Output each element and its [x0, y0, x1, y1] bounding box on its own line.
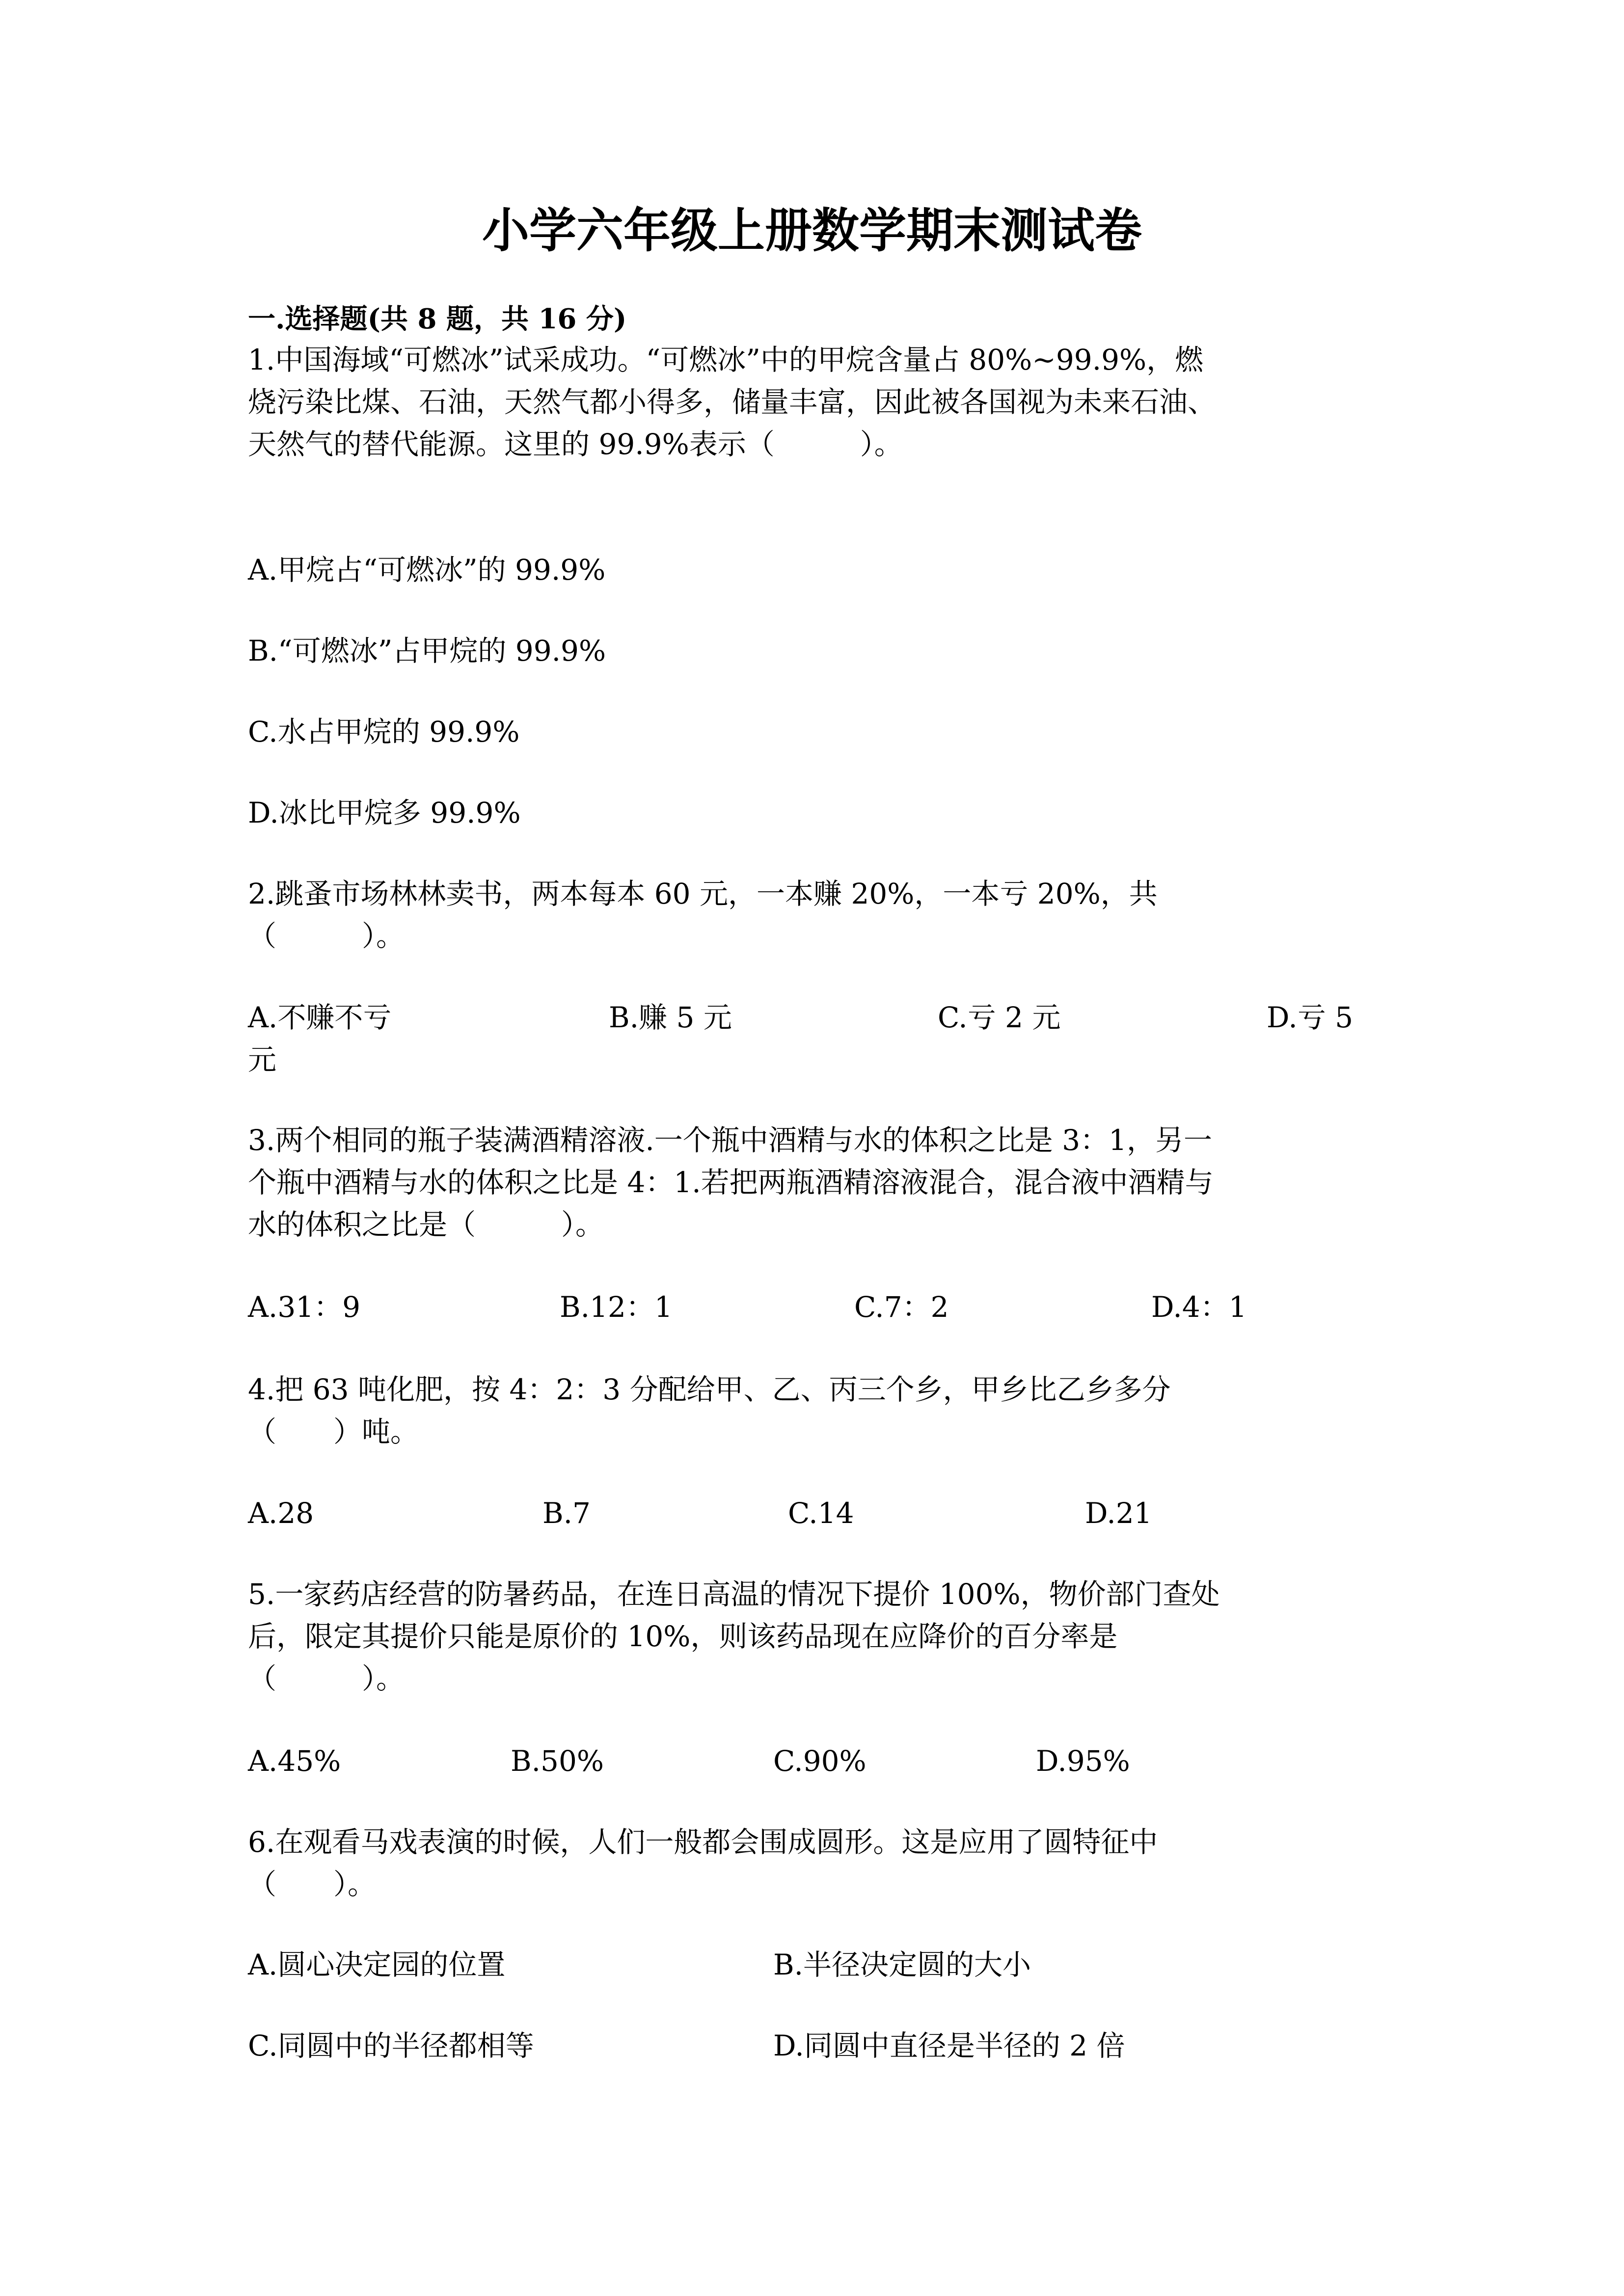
option-d: D.亏 5: [1267, 1001, 1353, 1034]
option-d: D.冰比甲烷多 99.9%: [248, 796, 521, 829]
option-c: C.90%: [773, 1744, 866, 1778]
question-2: [248, 873, 1372, 957]
question-text-line: 6.在观看马戏表演的时候，人们一般都会围成圆形。这是应用了圆特征中: [248, 1825, 1158, 1859]
option-d-wrap: 元: [248, 1043, 277, 1076]
option-c: C.同圆中的半径都相等: [248, 2029, 534, 2062]
question-text-line: （ ）。: [248, 1662, 405, 1695]
option-b: B.7: [542, 1496, 591, 1530]
question-text-line: （ ）吨。: [248, 1415, 419, 1448]
question-text-line: （ ）。: [248, 919, 405, 953]
question-1: [248, 339, 1372, 465]
option-d: D.21: [1085, 1496, 1152, 1530]
question-3: [248, 1119, 1372, 1246]
option-a: A.31：9: [248, 1290, 361, 1324]
question-text-line: 1.中国海域“可燃冰”试采成功。“可燃冰”中的甲烷含量占 80%~99.9%，燃: [248, 343, 1204, 376]
option-c: C.水占甲烷的 99.9%: [248, 715, 520, 748]
option-b: B.12：1: [560, 1290, 673, 1324]
option-a: A.45%: [248, 1744, 341, 1778]
option-c: C.7：2: [854, 1290, 949, 1324]
page-title: 小学六年级上册数学期末测试卷: [482, 203, 1142, 258]
option-d: D.4：1: [1151, 1290, 1247, 1324]
option-b: B.“可燃冰”占甲烷的 99.9%: [248, 634, 606, 667]
question-text-line: 3.两个相同的瓶子装满酒精溶液.一个瓶中酒精与水的体积之比是 3：1，另一: [248, 1123, 1213, 1157]
question-text-line: 2.跳蚤市场林林卖书，两本每本 60 元，一本赚 20%，一本亏 20%，共: [248, 877, 1158, 910]
option-c: C.亏 2 元: [938, 1001, 1061, 1034]
question-text-line: 水的体积之比是（ ）。: [248, 1208, 604, 1241]
option-b: B.赚 5 元: [609, 1001, 732, 1034]
question-text-line: 4.把 63 吨化肥，按 4：2：3 分配给甲、乙、丙三个乡，甲乡比乙乡多分: [248, 1373, 1171, 1406]
question-5: [248, 1573, 1372, 1700]
question-4: [248, 1368, 1372, 1453]
question-text-line: （ ）。: [248, 1868, 377, 1901]
option-b: B.50%: [511, 1744, 604, 1778]
option-d: D.95%: [1036, 1744, 1130, 1778]
question-text-line: 后，限定其提价只能是原价的 10%，则该药品现在应降价的百分率是: [248, 1620, 1118, 1653]
option-a: A.28: [248, 1496, 314, 1530]
question-text-line: 烧污染比煤、石油，天然气都小得多，储量丰富，因此被各国视为未来石油、: [248, 385, 1217, 419]
option-a: A.甲烷占“可燃冰”的 99.9%: [248, 553, 606, 587]
question-text-line: 5.一家药店经营的防暑药品，在连日高温的情况下提价 100%，物价部门查处: [248, 1577, 1220, 1611]
option-a: A.不赚不亏: [248, 1001, 392, 1034]
option-d: D.同圆中直径是半径的 2 倍: [773, 2029, 1125, 2062]
question-6: [248, 1821, 1372, 1905]
option-c: C.14: [788, 1496, 854, 1530]
option-a: A.圆心决定园的位置: [248, 1948, 506, 1981]
section-heading: 一.选择题(共 8 题，共 16 分): [248, 303, 627, 335]
question-text-line: 个瓶中酒精与水的体积之比是 4：1.若把两瓶酒精溶液混合，混合液中酒精与: [248, 1166, 1214, 1199]
question-text-line: 天然气的替代能源。这里的 99.9%表示（ ）。: [248, 427, 903, 461]
option-b: B.半径决定圆的大小: [773, 1948, 1031, 1981]
